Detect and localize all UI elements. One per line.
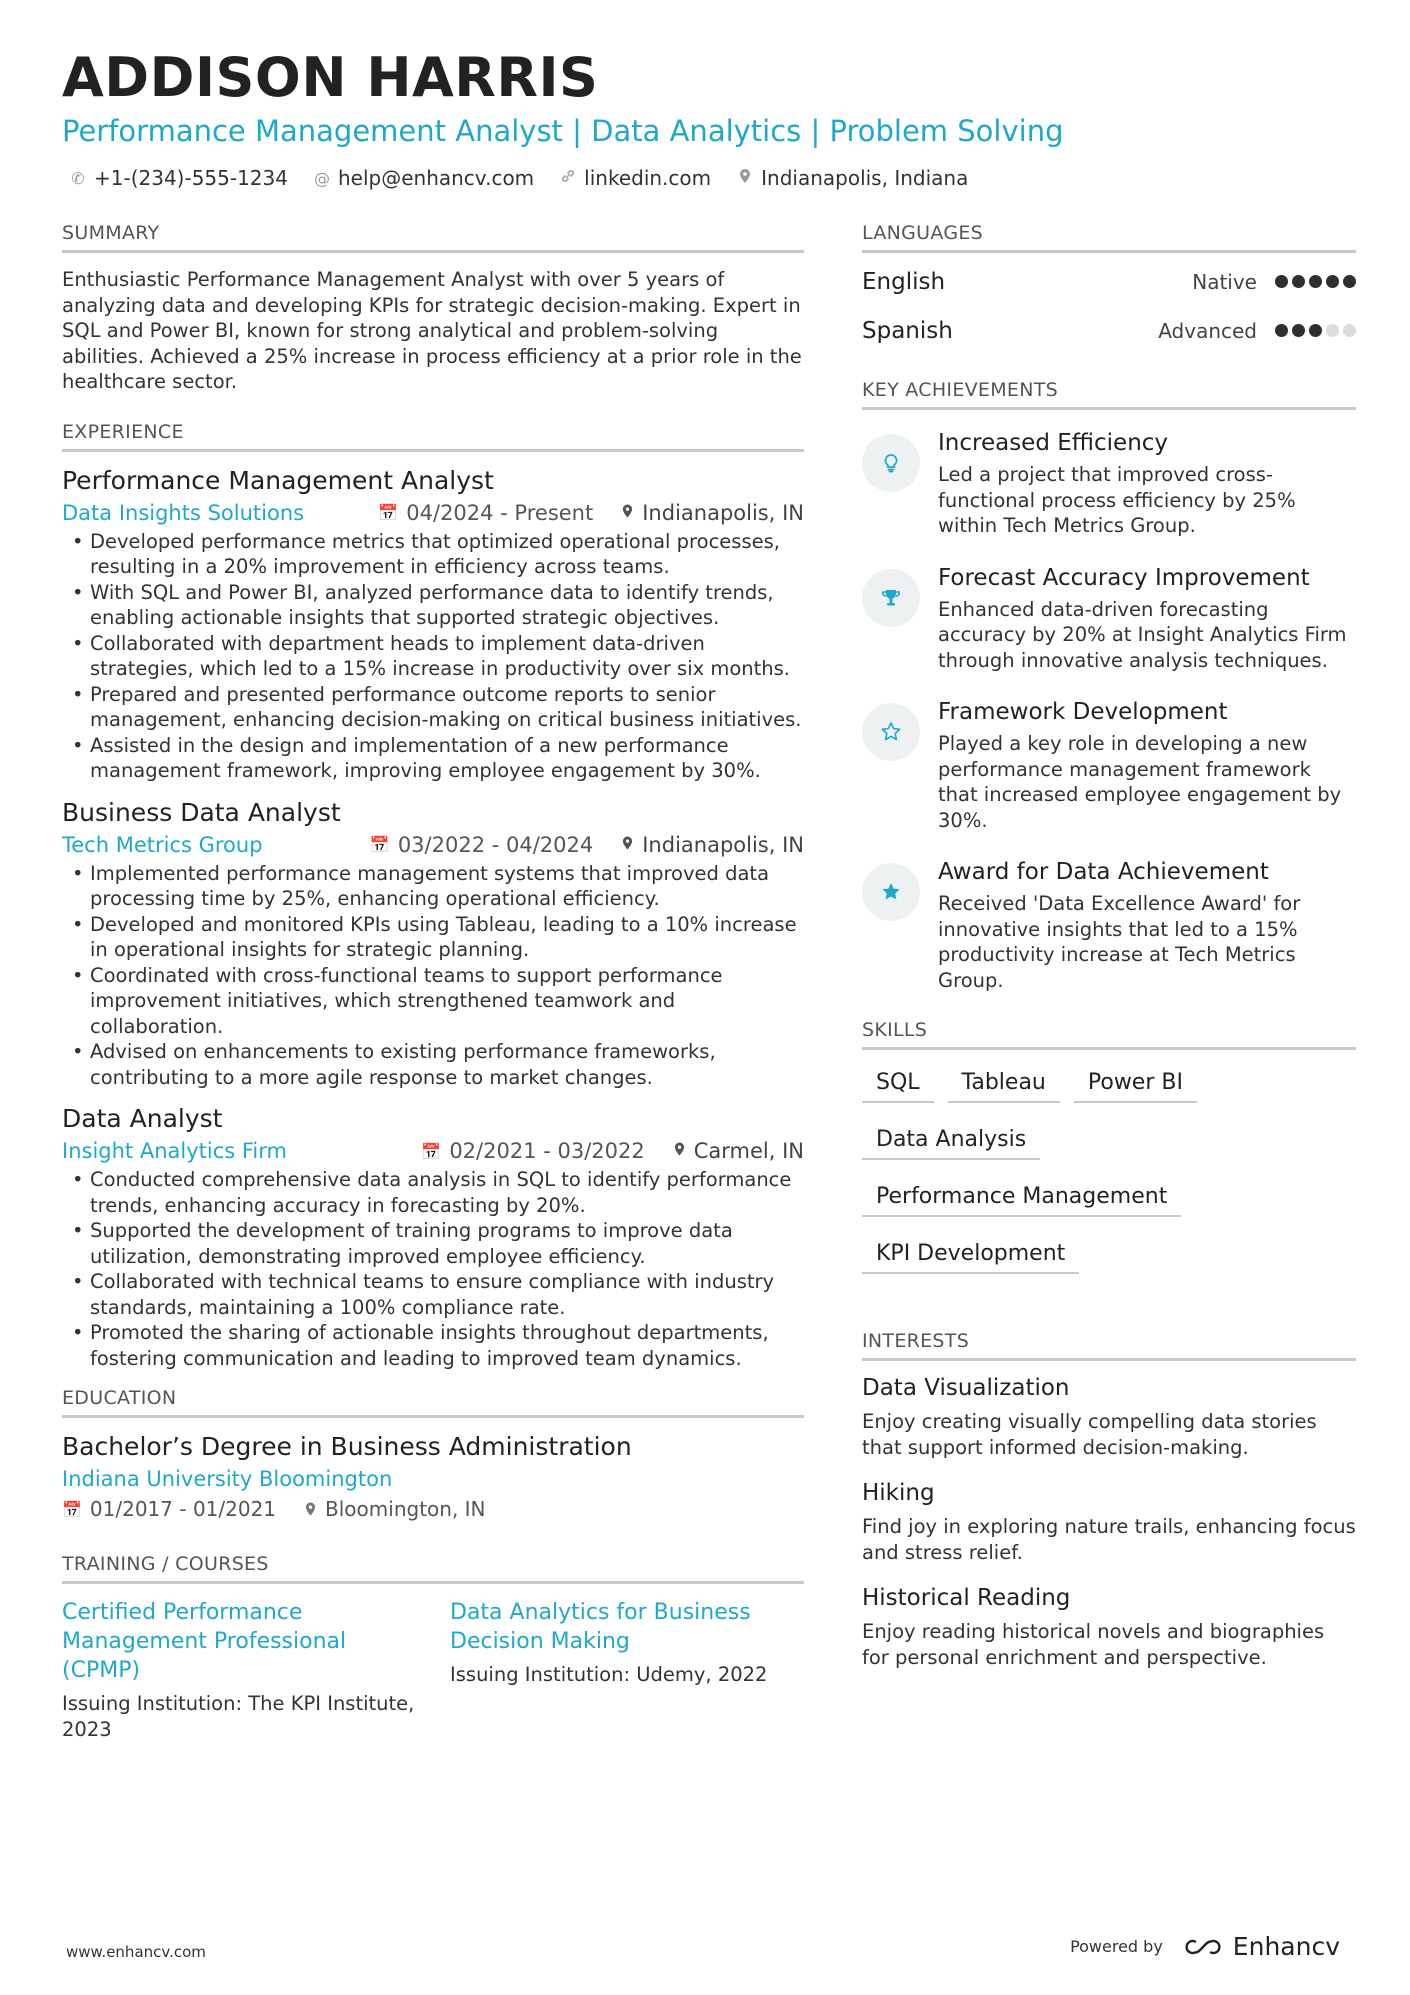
proficiency-dot-filled	[1292, 324, 1305, 337]
linkedin-text: linkedin.com	[584, 166, 712, 190]
language-dots	[1275, 275, 1356, 288]
skill-tag: Data Analysis	[862, 1123, 1040, 1160]
bullet: • Implemented performance management systems that improved data processing time by 25%, enhancing operational efficiency.	[62, 861, 804, 912]
language-item	[862, 306, 1356, 355]
skill-tag: Tableau	[948, 1066, 1060, 1103]
star-filled-icon	[862, 863, 920, 921]
job-entry	[62, 1104, 804, 1371]
job-location-text: Indianapolis, IN	[642, 832, 804, 857]
bullet: • Collaborated with technical teams to ensure compliance with industry standards, maintaining a 100% compliance rate.	[62, 1269, 804, 1320]
language-name: Spanish	[862, 317, 953, 344]
job-meta	[62, 501, 804, 525]
contact-location	[737, 166, 968, 190]
star-outline-icon	[862, 703, 920, 761]
interest-title: Hiking	[862, 1480, 935, 1506]
bullet: • Developed performance metrics that optimized operational processes, resulting in a 20% improvement in efficiency across teams.	[62, 529, 804, 580]
bullet: • Advised on enhancements to existing performance frameworks, contributing to a more agile response to market changes.	[62, 1039, 804, 1090]
experience-heading: EXPERIENCE	[62, 421, 804, 452]
job-dates	[378, 501, 593, 525]
candidate-name: ADDISON HARRIS	[62, 46, 599, 109]
link-icon	[560, 168, 576, 188]
phone-icon: ✆	[71, 168, 85, 188]
course-institution: Issuing Institution: The KPI Institute, 2023	[62, 1692, 415, 1741]
bullet: • Developed and monitored KPIs using Tableau, leading to a 10% increase in operational insights for strategic planning.	[62, 912, 804, 963]
achievement-desc: Enhanced data-driven forecasting accuracy by 20% at Insight Analytics Firm through innovative analysis techniques.	[938, 597, 1347, 672]
candidate-title: Performance Management Analyst | Data Analytics | Problem Solving	[62, 114, 1064, 148]
job-role: Business Data Analyst	[62, 797, 341, 827]
job-location	[673, 1139, 804, 1163]
location-pin-icon	[737, 168, 753, 188]
job-dates-text: 02/2021 - 03/2022	[449, 1139, 645, 1163]
proficiency-dot-filled	[1309, 324, 1322, 337]
training-heading: TRAINING / COURSES	[62, 1553, 804, 1584]
job-meta	[62, 1139, 804, 1163]
job-company: Data Insights Solutions	[62, 500, 305, 525]
interest-desc: Find joy in exploring nature trails, enhancing focus and stress relief.	[862, 1515, 1356, 1564]
left-column	[62, 222, 804, 1743]
calendar-icon: 📅	[421, 1141, 442, 1161]
job-role: Performance Management Analyst	[62, 465, 494, 495]
course-institution: Issuing Institution: Udemy, 2022	[450, 1663, 768, 1686]
training-section	[62, 1553, 804, 1743]
achievement-body	[938, 430, 1356, 539]
achievement-desc: Played a key role in developing a new performance management framework that increased employee engagement by 30%.	[938, 732, 1342, 832]
contact-email[interactable]	[314, 166, 534, 190]
languages-heading: LANGUAGES	[862, 222, 1356, 253]
course-title: Certified Performance Management Professional (CPMP)	[62, 1600, 347, 1683]
job-role: Data Analyst	[62, 1104, 223, 1133]
course-item	[62, 1598, 416, 1743]
achievement-body	[938, 859, 1356, 993]
achievement-item	[862, 859, 1356, 993]
achievement-item	[862, 565, 1356, 674]
skill-tag: SQL	[862, 1066, 934, 1103]
summary-text: Enthusiastic Performance Management Analyst with over 5 years of analyzing data and developing KPIs for strategic decision-making. Expert in SQL and Power BI, known for strong analytical and problem-solving abilities. Achieved a 25% increase in process efficiency at a prior role in the healthcare sector.	[62, 268, 802, 393]
location-pin-icon	[621, 503, 634, 523]
achievement-title: Framework Development	[938, 699, 1228, 725]
at-icon: @	[313, 168, 330, 188]
proficiency-dot-filled	[1275, 275, 1288, 288]
achievement-title: Forecast Accuracy Improvement	[938, 564, 1310, 591]
job-location-text: Carmel, IN	[693, 1139, 804, 1163]
skill-list	[862, 1066, 1356, 1294]
bullet: • Collaborated with department heads to implement data-driven strategies, which led to a 15% increase in productivity over six months.	[62, 631, 804, 682]
course-title: Data Analytics for Business Decision Making	[450, 1600, 751, 1654]
bullet: • Supported the development of training programs to improve data utilization, demonstrating improved employee efficiency.	[62, 1218, 804, 1269]
language-dots	[1275, 324, 1356, 337]
job-company: Tech Metrics Group	[62, 832, 263, 857]
location-pin-icon	[621, 835, 634, 855]
interests-heading: INTERESTS	[862, 1330, 1356, 1361]
skill-tag: KPI Development	[862, 1237, 1079, 1274]
achievement-item	[862, 699, 1356, 833]
proficiency-dot-empty	[1326, 324, 1339, 337]
achievement-desc: Led a project that improved cross-functional process efficiency by 25% within Tech Metrics Group.	[938, 463, 1296, 537]
achievement-title: Increased Efficiency	[938, 430, 1169, 456]
job-location	[621, 833, 804, 857]
job-dates-text: 04/2024 - Present	[406, 500, 594, 525]
brand-logo[interactable]	[1181, 1932, 1340, 1961]
bullet: • Assisted in the design and implementation of a new performance management framework, improving employee engagement by 30%.	[62, 733, 804, 784]
email-text: help@enhancv.com	[337, 166, 535, 190]
experience-section	[62, 421, 804, 1372]
interest-desc: Enjoy creating visually compelling data stories that support informed decision-making.	[862, 1410, 1317, 1459]
skill-tag: Performance Management	[862, 1180, 1181, 1217]
achievement-desc: Received 'Data Excellence Award' for innovative insights that led to a 15% productivity increase at Tech Metrics Group.	[938, 892, 1301, 992]
job-company: Insight Analytics Firm	[62, 1139, 287, 1163]
job-bullets	[62, 861, 804, 1091]
powered-by-label: Powered by	[1070, 1937, 1163, 1956]
right-column	[862, 222, 1356, 1690]
lightbulb-icon	[862, 434, 920, 492]
edu-degree: Bachelor’s Degree in Business Administration	[62, 1432, 632, 1461]
interest-item	[862, 1585, 1356, 1670]
job-bullets	[62, 1167, 804, 1371]
job-entry	[62, 466, 804, 784]
achievement-title: Award for Data Achievement	[938, 859, 1269, 885]
proficiency-dot-filled	[1309, 275, 1322, 288]
job-entry	[62, 798, 804, 1091]
education-section	[62, 1387, 804, 1521]
achievements-heading: KEY ACHIEVEMENTS	[862, 379, 1356, 410]
course-item	[450, 1598, 804, 1743]
bullet: • Promoted the sharing of actionable insights throughout departments, fostering communication and leading to improved team dynamics.	[62, 1320, 804, 1371]
summary-heading: SUMMARY	[62, 222, 804, 253]
contact-phone[interactable]	[70, 166, 288, 190]
language-name: English	[862, 268, 946, 295]
location-pin-icon	[673, 1141, 686, 1161]
edu-location-text: Bloomington, IN	[325, 1497, 486, 1521]
edu-dates-text: 01/2017 - 01/2021	[89, 1497, 277, 1521]
language-level: Native	[1192, 269, 1257, 294]
language-item	[862, 257, 1356, 306]
job-dates	[370, 833, 593, 857]
proficiency-dot-filled	[1275, 324, 1288, 337]
achievements-section	[862, 379, 1356, 993]
calendar-icon: 📅	[369, 835, 390, 854]
footer-website[interactable]: www.enhancv.com	[66, 1943, 206, 1961]
skills-heading: SKILLS	[862, 1019, 1356, 1050]
interest-title: Historical Reading	[862, 1585, 1071, 1611]
footer-branding	[1070, 1932, 1340, 1961]
bullet: • Coordinated with cross-functional teams to support performance improvement initiatives, which strengthened teamwork and collaboration.	[62, 963, 804, 1040]
education-heading: EDUCATION	[62, 1387, 804, 1418]
achievement-item	[862, 430, 1356, 539]
job-dates-text: 03/2022 - 04/2024	[397, 832, 594, 857]
proficiency-dot-filled	[1326, 275, 1339, 288]
calendar-icon: 📅	[378, 503, 399, 522]
location-pin-icon	[304, 1501, 317, 1517]
location-text: Indianapolis, Indiana	[761, 166, 969, 190]
bullet: • Prepared and presented performance outcome reports to senior management, enhancing decision-making on critical business initiatives.	[62, 682, 804, 733]
job-bullets	[62, 529, 804, 784]
skill-tag: Power BI	[1074, 1066, 1197, 1103]
proficiency-dot-filled	[1343, 275, 1356, 288]
summary-section	[62, 222, 804, 395]
contact-linkedin[interactable]	[560, 166, 711, 190]
edu-location	[304, 1497, 486, 1521]
edu-dates	[62, 1497, 276, 1521]
bullet: • With SQL and Power BI, analyzed performance data to identify trends, enabling actionable insights that supported strategic objectives.	[62, 580, 804, 631]
edu-meta	[62, 1497, 804, 1521]
job-location-text: Indianapolis, IN	[642, 500, 804, 525]
proficiency-dot-filled	[1292, 275, 1305, 288]
interest-title: Data Visualization	[862, 1375, 1070, 1401]
job-location	[621, 501, 804, 525]
interests-section	[862, 1330, 1356, 1670]
achievement-body	[938, 565, 1356, 674]
job-dates	[421, 1139, 644, 1163]
job-meta	[62, 833, 804, 857]
trophy-icon	[862, 569, 920, 627]
skills-section	[862, 1019, 1356, 1294]
language-level: Advanced	[1158, 318, 1257, 343]
contact-bar	[70, 166, 968, 190]
brand-name: Enhancv	[1232, 1932, 1340, 1961]
proficiency-dot-empty	[1343, 324, 1356, 337]
enhancv-logo-icon	[1181, 1936, 1225, 1958]
interest-desc: Enjoy reading historical novels and biographies for personal enrichment and perspective.	[862, 1620, 1325, 1669]
interest-item	[862, 1375, 1356, 1460]
course-list	[62, 1598, 804, 1743]
achievement-body	[938, 699, 1356, 833]
phone-text: +1-(234)-555-1234	[94, 166, 288, 190]
interest-item	[862, 1480, 1356, 1565]
calendar-icon: 📅	[62, 1499, 82, 1519]
edu-school: Indiana University Bloomington	[62, 1467, 393, 1491]
languages-section	[862, 222, 1356, 355]
bullet: • Conducted comprehensive data analysis in SQL to identify performance trends, enhancing accuracy in forecasting by 20%.	[62, 1167, 804, 1218]
